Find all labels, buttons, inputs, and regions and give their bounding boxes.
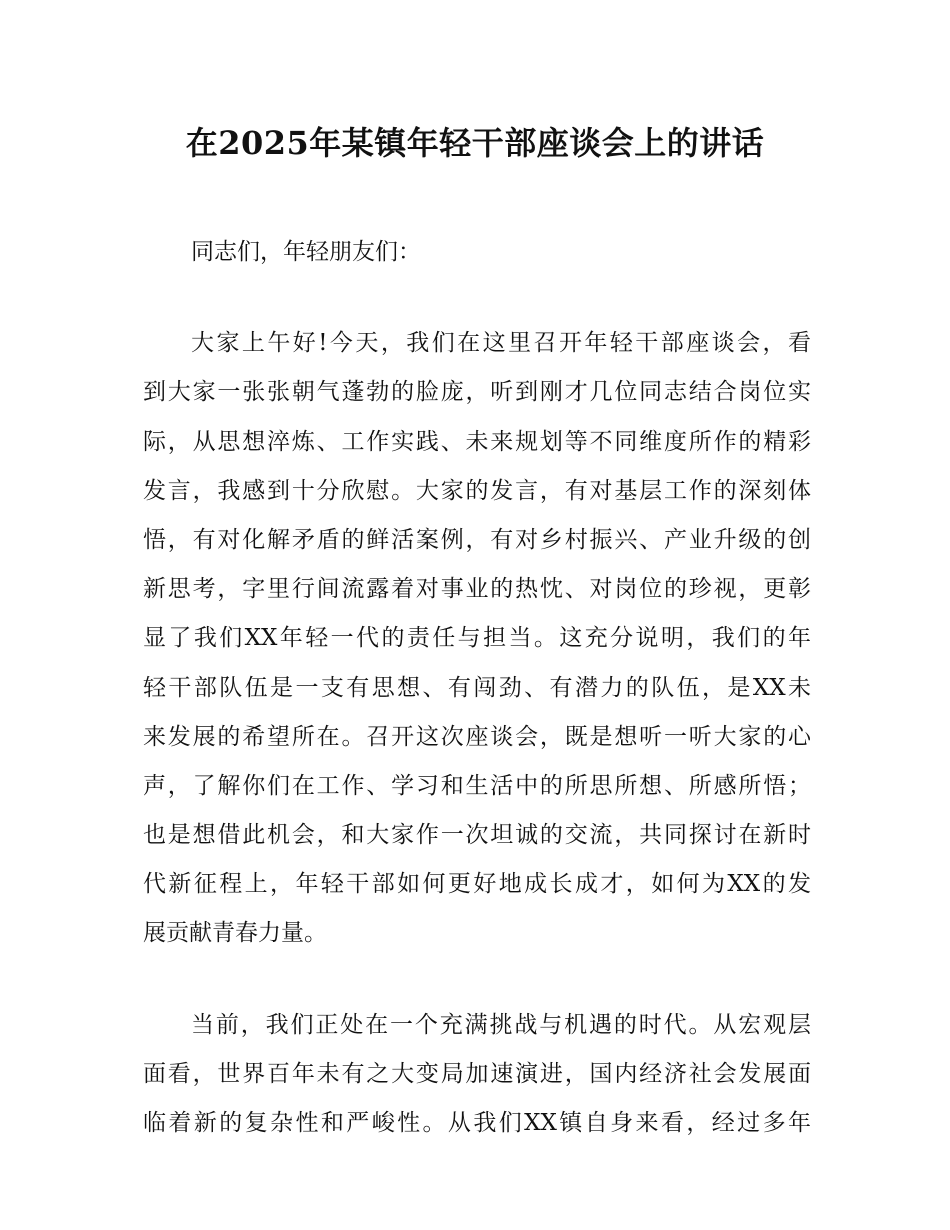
text-line: 临着新的复杂性和严峻性。从我们XX镇自身来看，经过多年 bbox=[143, 1110, 811, 1136]
document-body bbox=[143, 228, 811, 1190]
greeting-line: 同志们，年轻朋友们： bbox=[191, 239, 421, 265]
text-line: 显了我们XX年轻一代的责任与担当。这充分说明，我们的年 bbox=[143, 625, 811, 652]
text-line: 到大家一张张朝气蓬勃的脸庞，听到刚才几位同志结合岗位实 bbox=[143, 379, 811, 406]
text-line: 面看，世界百年未有之大变局加速演进，国内经济社会发展面 bbox=[143, 1060, 811, 1087]
text-line: 声，了解你们在工作、学习和生活中的所思所想、所感所悟； bbox=[143, 772, 811, 799]
paragraph-2 bbox=[143, 1001, 811, 1149]
text-line: 轻干部队伍是一支有思想、有闯劲、有潜力的队伍，是XX未 bbox=[143, 674, 811, 701]
text-line: 新思考，字里行间流露着对事业的热忱、对岗位的珍视，更彰 bbox=[143, 576, 811, 603]
text-line: 当前，我们正处在一个充满挑战与机遇的时代。从宏观层 bbox=[191, 1011, 811, 1038]
text-line: 展贡献青春力量。 bbox=[143, 920, 327, 947]
greeting-paragraph bbox=[143, 228, 811, 277]
text-line: 来发展的希望所在。召开这次座谈会，既是想听一听大家的心 bbox=[143, 723, 811, 750]
text-line: 也是想借此机会，和大家作一次坦诚的交流，共同探讨在新时 bbox=[143, 822, 811, 849]
text-line: 发言，我感到十分欣慰。大家的发言，有对基层工作的深刻体 bbox=[143, 477, 811, 504]
paragraph-1 bbox=[143, 319, 811, 958]
text-line: 大家上午好!今天，我们在这里召开年轻干部座谈会，看 bbox=[191, 330, 811, 357]
text-line: 代新征程上，年轻干部如何更好地成长成才，如何为XX的发 bbox=[143, 871, 811, 898]
document-title: 在2025年某镇年轻干部座谈会上的讲话 bbox=[185, 124, 765, 162]
text-line: 悟，有对化解矛盾的鲜活案例，有对乡村振兴、产业升级的创 bbox=[143, 526, 811, 553]
text-line: 际，从思想淬炼、工作实践、未来规划等不同维度所作的精彩 bbox=[143, 428, 811, 455]
